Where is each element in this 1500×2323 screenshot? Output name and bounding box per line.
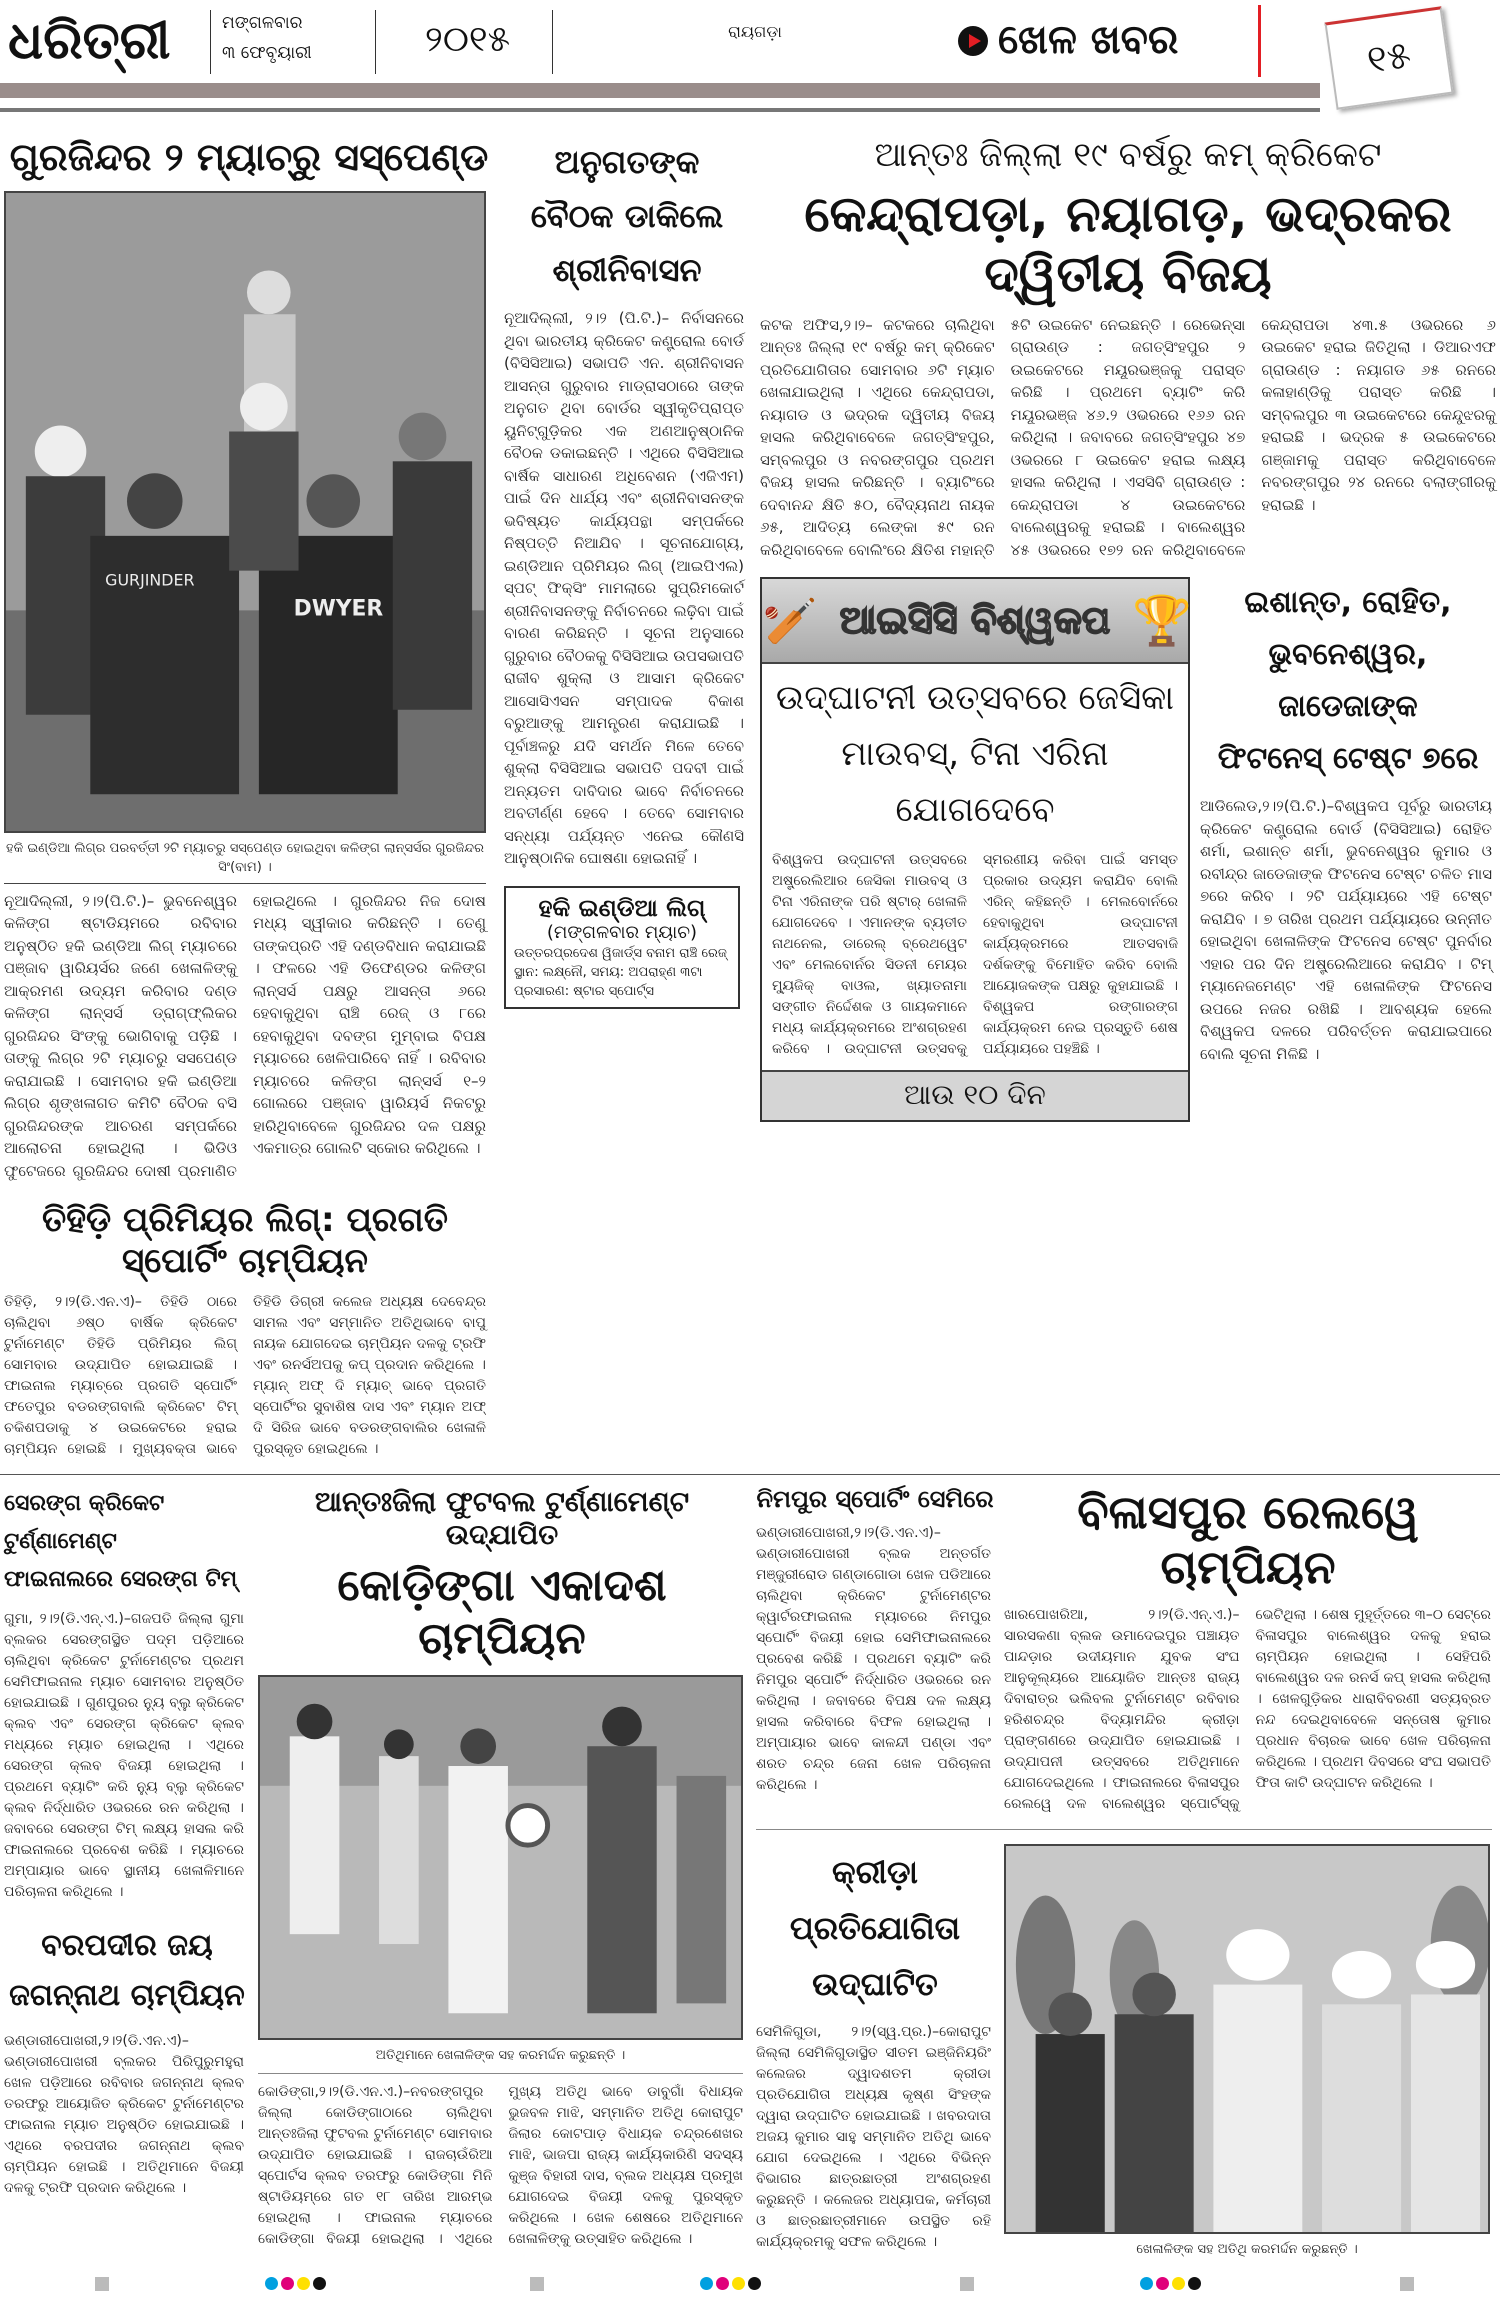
srinivasan-body: ନୂଆଦିଲ୍ଲୀ, ୨।୨ (ପି.ଟି.)– ନିର୍ବାସନରେ ଥିବା ଭାରତୀୟ କ୍ରିକେଟ କଣ୍ଟ୍ରୋଲ ବୋର୍ଡ (ବିସିସିଆଇ) ସଭାପତି ଏନ. ଶ୍ରୀନିବାସନ ଆସନ୍ତା ଗୁରୁବାର ମାଡ୍ରାସଠାରେ ତାଙ୍କ ଅନୁଗତ ଥିବା ବୋର୍ଡର ସ୍ୱୀକୃତିପ୍ରାପ୍ତ ୟୁନିଟ୍‌ଗୁଡ଼ିକର ଏକ ଅଣଆନୁଷ୍ଠାନିକ ବୈଠକ ଡକାଇଛନ୍ତି । ଏଥିରେ ବିସିସିଆଇ ବାର୍ଷିକ ସାଧାରଣ ଅଧିବେଶନ (ଏଜିଏମ) ପାଇଁ ଦିନ ଧାର୍ଯ୍ୟ ଏବଂ ଶ୍ରୀନିବାସନଙ୍କ ଭବିଷ୍ୟତ କାର୍ଯ୍ୟପନ୍ଥା ସମ୍ପର୍କରେ ନିଷ୍ପତ୍ତି ନିଆଯିବ । ସୂଚନାଯୋଗ୍ୟ, ଇଣ୍ଡିଆନ ପ୍ରିମିୟର ଲିଗ୍ (ଆଇପିଏଲ) ସ୍ପଟ୍ ଫିକ୍ସିଂ ମାମଲାରେ ସୁପ୍ରିମକୋର୍ଟ ଶ୍ରୀନିବାସନଙ୍କୁ ନିର୍ବାଚନରେ ଲଢ଼ିବା ପାଇଁ ବାରଣ କରିଛନ୍ତି । ସୂଚନା ଅନୁସାରେ ଗୁରୁବାର ବୈଠକକୁ ବିସିସିଆଇ ଉପସଭାପତି ରାଜୀବ ଶୁକ୍ଲା ଓ ଆସାମ କ୍ରିକେଟ ଆସୋସିଏସନ ସମ୍ପାଦକ ବିକାଶ ବରୁଆଙ୍କୁ ଆମନ୍ତ୍ରଣ କରାଯାଇଛି । ପୂର୍ବାଞ୍ଚଳରୁ ଯଦି ସମର୍ଥନ ମିଳେ ତେବେ ଶୁକ୍ଲା ବିସିସିଆଇ ସଭାପତି ପଦବୀ ପାଇଁ ଅନ୍ୟତମ ଦାବିଦାର ଭାବେ ନିର୍ବାଚନରେ ଅବତୀର୍ଣ୍ଣ ହେବେ । ତେବେ ସୋମବାର ସନ୍ଧ୍ୟା ପର୍ଯ୍ୟନ୍ତ ଏନେଇ କୌଣସି ଆନୁଷ୍ଠାନିକ ଘୋଷଣା ହୋଇନାହିଁ । — [504, 309, 744, 867]
bottom-left-column — [4, 1485, 250, 2199]
icc-body: ବିଶ୍ୱକପ ଉଦ୍‌ଘାଟନୀ ଉତ୍ସବରେ ଅଷ୍ଟ୍ରେଲିଆର ଜେସିକା ମାଉବସ୍ ଓ ଟିନା ଏରିନାଙ୍କ ପରି ଷ୍ଟାର୍ ଖେଳାଳି ଯୋଗଦେବେ । ଏମାନଙ୍କ ବ୍ୟତୀତ ନାଥନେଲ, ଡାରେଲ୍ ବ୍ରେଥୱେଟ ଏବଂ ମେଲବୋର୍ନର ସିଡନୀ ମେୟର ମ୍ୟୁଜିକ୍ ବାଓଲ, ଖ୍ୟାତନାମା ସଙ୍ଗୀତ ନିର୍ଦ୍ଦେଶକ ଓ ଗାୟକମାନେ ମଧ୍ୟ କାର୍ଯ୍ୟକ୍ରମରେ ଅଂଶଗ୍ରହଣ କରିବେ । ଉଦ୍‌ଘାଟନୀ ଉତ୍ସବକୁ ସ୍ମରଣୀୟ କରିବା ପାଇଁ ସମସ୍ତ ପ୍ରକାର ଉଦ୍ୟମ କରାଯିବ ବୋଲି ଏରିନ୍ କହିଛନ୍ତି । ମେଲବୋର୍ନରେ ହେବାକୁଥିବା ଉଦ୍‌ଘାଟନୀ କାର୍ଯ୍ୟକ୍ରମରେ ଆତସବାଜି ଦର୍ଶକଙ୍କୁ ବିମୋହିତ କରିବ ବୋଲି ଆୟୋଜକଙ୍କ ପକ୍ଷରୁ କୁହାଯାଇଛି । ବିଶ୍ୱକପ ରଙ୍ଗାରଙ୍ଗ କାର୍ଯ୍ୟକ୍ରମ ନେଇ ପ୍ରସ୍ତୁତି ଶେଷ ପର୍ଯ୍ୟାୟରେ ପହଞ୍ଚିଛି । — [772, 852, 1178, 1058]
hockey-players-photo — [4, 191, 486, 833]
edition-name: ରାୟଗଡ଼ା — [728, 22, 782, 41]
bilaspur-article — [1004, 1485, 1492, 1815]
nimpur-article — [756, 1485, 994, 1797]
nimpur-headline: ନିମପୁର ସ୍ପୋର୍ଟିଂ ସେମିରେ — [756, 1484, 994, 1513]
bottom-section — [0, 1485, 1500, 2259]
hockey-box-title: ହକି ଇଣ୍ଡିଆ ଲିଗ୍ — [538, 893, 706, 922]
under19-body: କଟକ ଅଫିସ,୨।୨– କଟକରେ ଚାଲିଥିବା ଆନ୍ତଃ ଜିଲ୍ଲା ୧୯ ବର୍ଷରୁ କମ୍ କ୍ରିକେଟ ପ୍ରତିଯୋଗିତାର ସୋମବାର ୬ଟି ମ୍ୟାଚ ଖେଳାଯାଇଥିଲା । ଏଥିରେ କେନ୍ଦ୍ରାପଡା, ନୟାଗଡ ଓ ଭଦ୍ରକ ଦ୍ୱିତୀୟ ବିଜୟ ହାସଲ କରିଥିବାବେଳେ ଜଗତ୍‌ସିଂହପୁର, ସମ୍ବଲପୁର ଓ ନବରଙ୍ଗପୁର ପ୍ରଥମ ବିଜୟ ହାସଲ କରିଛନ୍ତି । ବ୍ୟାଟିଂରେ ଦେବାନନ୍ଦ କ୍ଷିତି ୫୦, ବୈଦ୍ୟନାଥ ନାୟକ ୬୫, ଆଦିତ୍ୟ ଲେଙ୍କା ୫୯ ରନ କରିଥିବାବେଳେ ବୋଲିଂରେ କ୍ଷିତିଶ ମହାନ୍ତି ୫ଟି ଉଇକେଟ ନେଇଛନ୍ତି । ରେଭେନ୍ସା ଗ୍ରାଉଣ୍ଡ : ଜଗତ୍‌ସିଂହପୁର ୨ ଉଇକେଟରେ ମୟୂରଭଞ୍ଜକୁ ପରାସ୍ତ କରିଛି । ପ୍ରଥମେ ବ୍ୟାଟିଂ କରି ମୟୂରଭଞ୍ଜ ୪୬.୨ ଓଭରରେ ୧୬୬ ରନ କରିଥିଲା । ଜବାବରେ ଜଗତ୍‌ସିଂହପୁର ୪୭ ଓଭରରେ ୮ ଉଇକେଟ ହରାଇ ଲକ୍ଷ୍ୟ ହାସଲ କରିଥିଲା । ଏସସିବି ଗ୍ରାଉଣ୍ଡ : କେନ୍ଦ୍ରାପଡା ୪ ଉଇକେଟରେ ବାଲେଶ୍ୱରକୁ ହରାଇଛି । ବାଲେଶ୍ୱର ୪୫ ଓଭରରେ ୧୭୨ ରନ କରିଥିବାବେଳେ କେନ୍ଦ୍ରାପଡା ୪୩.୫ ଓଭରରେ ୬ ଉଇକେଟ ହରାଇ ଜିତିଥିଲା । ଡିଆରଏଫ ଗ୍ରାଉଣ୍ଡ : ନୟାଗଡ ୬୫ ରନରେ କଳାହାଣ୍ଡିକୁ ପରାସ୍ତ କରିଛି । ସମ୍ବଲପୁର ୩ ଉଇକେଟରେ କେନ୍ଦୁଝରକୁ ହରାଇଛି । ଭଦ୍ରକ ୫ ଉଇକେଟରେ ଗଞ୍ଜାମକୁ ପରାସ୍ତ କରିଥିବାବେଳେ ନବରଙ୍ଗପୁର ୨୪ ରନରେ ବଲାଙ୍ଗୀରକୁ ହରାଇଛି । — [760, 315, 1496, 559]
gurjinder-caption: ହକି ଇଣ୍ଡିଆ ଲିଗ୍‌ର ପରବର୍ତ୍ତୀ ୨ଟି ମ୍ୟାଚରୁ ସସ୍‌ପେଣ୍ଡ ହୋଇଥିବା କଳିଙ୍ଗ ଲାନ୍ସର୍ସର ଗୁରଜିନ୍ଦର ସିଂ(ବାମ) । — [6, 840, 484, 875]
left-column — [4, 135, 494, 1460]
newspaper-logo: ଧରିତ୍ରୀ — [8, 10, 171, 71]
bottom-right-column — [756, 1485, 1492, 2259]
hockey-schedule-box — [504, 886, 740, 1009]
color-dots — [1140, 2277, 1201, 2290]
under19-headline: କେନ୍ଦ୍ରାପଡ଼ା, ନୟାଗଡ଼, ଭଦ୍ରକର ଦ୍ୱିତୀୟ ବିଜୟ — [804, 184, 1452, 303]
tihidi-body: ତିହିଡ଼ି, ୨।୨(ଡି.ଏନ.ଏ)– ତିହିଡି ଠାରେ ଚାଲିଥିବା ୬ଷ୍ଠ ବାର୍ଷିକ କ୍ରିକେଟ ଟୁର୍ନାମେଣ୍ଟ ତିହିଡି ପ୍ରିମିୟର ଲିଗ୍ ସୋମବାର ଉଦ୍‌ଯାପିତ ହୋଇଯାଇଛି । ଫାଇନାଲ ମ୍ୟାଚ୍‌ରେ ପ୍ରଗତି ସ୍ପୋର୍ଟିଂ ଫତେପୁର ବଡରଙ୍ଗବାଲି କ୍ରିକେଟ ଟିମ୍ ଚକିଶପଡାକୁ ୪ ଉଇକେଟରେ ହରାଇ ଚାମ୍ପିୟନ ହୋଇଛି । ମୁଖ୍ୟବକ୍ତା ଭାବେ ତିହିଡି ଡିଗ୍ରୀ କଲେଜ ଅଧ୍ୟକ୍ଷ ଦେବେନ୍ଦ୍ର ସାମଲ ଏବଂ ସମ୍ମାନିତ ଅତିଥିଭାବେ ବାପୁ ନାୟକ ଯୋଗଦେଇ ଚାମ୍ପିୟନ ଦଳକୁ ଟ୍ରଫି ଏବଂ ରନର୍ସଅପକୁ କପ୍ ପ୍ରଦାନ କରିଥିଲେ । ମ୍ୟାନ୍ ଅଫ୍ ଦି ମ୍ୟାଚ୍ ଭାବେ ପ୍ରଗତି ସ୍ପୋର୍ଟିଂର ସୁବାଶିଷ ଦାସ ଏବଂ ମ୍ୟାନ ଅଫ୍ ଦି ସିରିଜ ଭାବେ ବଡରଙ୍ଗବାଲିର ଖେଳାଳି ପୁରସ୍କୃତ ହୋଇଥିଲେ । — [4, 1293, 486, 1457]
right-column — [760, 135, 1496, 1122]
page-number-tab — [1324, 6, 1453, 110]
play-icon — [958, 26, 988, 56]
sports-meet-photo — [1004, 1844, 1490, 2234]
kreeda-caption: ଖେଳାଳିଙ୍କ ସହ ଅତିଥି କରମର୍ଦ୍ଦନ କରୁଛନ୍ତି । — [1136, 2242, 1358, 2258]
srinivasan-headline: ଅନୁଗତଙ୍କ ବୈଠକ ଡାକିଲେ ଶ୍ରୀନିବାସନ — [530, 143, 724, 289]
page-number: ୧୫ — [1364, 32, 1414, 82]
bilaspur-headline: ବିଳାସପୁର ରେଲୱେ ଚାମ୍ପିୟନ — [1077, 1484, 1419, 1594]
issue-date: ୩ ଫେବୃୟାରୀ — [222, 43, 312, 63]
kodinga-article — [258, 1485, 746, 2251]
jersey-text: DWYER — [293, 595, 384, 621]
gurjinder-headline: ଗୁରଜିନ୍ଦର ୨ ମ୍ୟାଚ୍‌ରୁ ସସ୍‌ପେଣ୍ଡ — [9, 135, 489, 179]
batsman-icon: 🏏 — [762, 595, 818, 647]
kreeda-photo-block — [1004, 1844, 1492, 2259]
print-registration-marks — [0, 2271, 1500, 2301]
issue-year: ୨୦୧୫ — [424, 19, 511, 60]
kreeda-body: ସେମିଳିଗୁଡା, ୨।୨(ସ୍ୱ.ପ୍ର.)–କୋରାପୁଟ ଜିଲ୍ଲା ସେମିଳିଗୁଡାସ୍ଥିତ ସୀତମ ଇଞ୍ଜିନିୟରିଂ କଲେଜର ଦ୍ୱାଦଶତମ କ୍ରୀଡା ପ୍ରତିଯୋଗିତା ଅଧ୍ୟକ୍ଷ କୃଷ୍ଣ ସିଂହଙ୍କ ଦ୍ୱାରା ଉଦ୍‌ଘାଟିତ ହୋଇଯାଇଛି । ଖବରଦାତା ଅଜୟ କୁମାର ସାହୁ ସମ୍ମାନିତ ଅତିଥି ଭାବେ ଯୋଗ ଦେଇଥିଲେ । ଏଥିରେ ବିଭିନ୍ନ ବିଭାଗର ଛାତ୍ରଛାତ୍ରୀ ଅଂଶଗ୍ରହଣ କରୁଛନ୍ତି । କଲେଜର ଅଧ୍ୟାପକ, କର୍ମଚାରୀ ଓ ଛାତ୍ରଛାତ୍ରୀମାନେ ଉପସ୍ଥିତ ରହି କାର୍ଯ୍ୟକ୍ରମକୁ ସଫଳ କରିଥିଲେ । — [756, 2024, 991, 2251]
gurjinder-body: ନୂଆଦିଲ୍ଲୀ, ୨।୨(ପି.ଟି.)– ଭୁବନେଶ୍ୱର କଳିଙ୍ଗ ଷ୍ଟାଡିୟମରେ ରବିବାର ଅନୁଷ୍ଠିତ ହକି ଇଣ୍ଡିଆ ଲିଗ୍ ମ୍ୟାଚରେ ପଞ୍ଜାବ ୱାରିୟର୍ସର ଜଣେ ଖେଳାଳିଙ୍କୁ ଆକ୍ରମଣ ଉଦ୍ୟମ କରିବାର ଦଣ୍ଡ କଳିଙ୍ଗ ଲାନ୍ସର୍ସ ଡ୍ରାଗ୍‌ଫ୍ଲିକର ଗୁରଜିନ୍ଦର ସିଂଙ୍କୁ ଭୋଗିବାକୁ ପଡ଼ିଛି । ତାଙ୍କୁ ଲିଗ୍‌ର ୨ଟି ମ୍ୟାଚରୁ ସସପେଣ୍ଡ କରାଯାଇଛି । ସୋମବାର ହକି ଇଣ୍ଡିଆ ଲିଗ୍‌ର ଶୃଙ୍ଖଳାଗତ କମିଟି ବୈଠକ ବସି ଗୁରଜିନ୍ଦରଙ୍କ ଆଚରଣ ସମ୍ପର୍କରେ ଆଲୋଚନା ହୋଇଥିଲା । ଭିଡିଓ ଫୁଟେଜରେ ଗୁରଜିନ୍ଦର ଦୋଷୀ ପ୍ରମାଣିତ ହୋଇଥିଲେ । ଗୁରଜିନ୍ଦର ନିଜ ଦୋଷ ମଧ୍ୟ ସ୍ୱୀକାର କରିଛନ୍ତି । ତେଣୁ ତାଙ୍କପ୍ରତି ଏହି ଦଣ୍ଡବିଧାନ କରାଯାଇଛି । ଫଳରେ ଏହି ଡିଫେଣ୍ଡର କଳିଙ୍ଗ ଲାନ୍ସର୍ସ ପକ୍ଷରୁ ଆସନ୍ତା ୬ରେ ହେବାକୁଥିବା ରାଞ୍ଚି ରେଜ୍ ଓ ୮ରେ ହେବାକୁଥିବା ଦବଙ୍ଗ ମୁମ୍ବାଇ ବିପକ୍ଷ ମ୍ୟାଚରେ ଖେଳିପାରିବେ ନାହିଁ । ରବିବାର ମ୍ୟାଚରେ କଳିଙ୍ଗ ଲାନ୍ସର୍ସ ୧–୨ ଗୋଲରେ ପଞ୍ଜାବ ୱାରିୟର୍ସ ନିକଟରୁ ହାରିଥିବାବେଳେ ଗୁରଜିନ୍ଦର ଦଳ ପକ୍ଷରୁ ଏକମାତ୍ର ଗୋଲଟି ସ୍କୋର କରିଥିଲେ । — [4, 891, 486, 1180]
hockey-venue-time: ସ୍ଥାନ: ଲକ୍ଷ୍ନୌ, ସମୟ: ଅପରାହ୍ଣ ୩ଟା — [514, 964, 703, 980]
fitness-body: ଆଡିଲେଡ,୨।୨(ପି.ଟି.)–ବିଶ୍ୱକପ ପୂର୍ବରୁ ଭାରତୀୟ କ୍ରିକେଟ କଣ୍ଟ୍ରୋଲ ବୋର୍ଡ (ବିସିସିଆଇ) ରୋହିତ ଶର୍ମା, ଇଶାନ୍ତ ଶର୍ମା, ଭୁବନେଶ୍ୱର କୁମାର ଓ ରବୀନ୍ଦ୍ର ଜାଡେଜାଙ୍କ ଫିଟନେସ ଟେଷ୍ଟ ଚଳିତ ମାସ ୭ରେ କରିବ । ୨ଟି ପର୍ଯ୍ୟାୟରେ ଏହି ଟେଷ୍ଟ କରାଯିବ । ୭ ତାରିଖ ପ୍ରଥମ ପର୍ଯ୍ୟାୟରେ ଉନ୍ନୀତ ହୋଇଥିବା ଖେଳାଳିଙ୍କ ଫିଟନେସ ଟେଷ୍ଟ ପୁନର୍ବାର ଏହାର ପର ଦିନ ଅଷ୍ଟ୍ରେଲିଆରେ କରାଯିବ । ଟିମ୍ ମ୍ୟାନେଜମେଣ୍ଟ ଏହି ଖେଳାଳିଙ୍କ ଫିଟନେସ ଉପରେ ନଜର ରଖିଛି । ଆବଶ୍ୟକ ହେଲେ ବିଶ୍ୱକପ ଦଳରେ ପରିବର୍ତ୍ତନ କରାଯାଇପାରେ ବୋଲି ସୂଚନା ମିଳିଛି । — [1200, 797, 1492, 1063]
section-title: ଖେଳ ଖବର — [998, 17, 1179, 63]
under19-kicker: ଆନ୍ତଃ ଜିଲ୍ଲା ୧୯ ବର୍ଷରୁ କମ୍ କ୍ରିକେଟ — [874, 135, 1382, 175]
serang-headline: ସେରଙ୍ଗ କ୍ରିକେଟ ଟୁର୍ଣ୍ଣାମେଣ୍ଟ ଫାଇନାଲରେ ସେରଙ୍ଗ ଟିମ୍ — [4, 1490, 238, 1592]
fitness-article — [1200, 577, 1496, 1065]
masthead-bar — [0, 83, 1320, 98]
masthead — [0, 0, 1500, 125]
kodinga-body: କୋଡିଙ୍ଗା,୨।୨(ଡି.ଏନ.ଏ.)–ନବରଙ୍ଗପୁର ଜିଲ୍ଲା କୋଡିଙ୍ଗାଠାରେ ଚାଲିଥିବା ଆନ୍ତଃଜିଲା ଫୁଟବଲ ଟୁର୍ନାମେଣ୍ଟ ସୋମବାର ଉଦ୍‌ଯାପିତ ହୋଇଯାଇଛି । ରାଜଚାଉଁରିଆ ସ୍ପୋର୍ଟସ କ୍ଲବ ତରଫରୁ କୋଡିଙ୍ଗା ମିନି ଷ୍ଟାଡିୟମ୍‌ରେ ଗତ ୧୮ ତାରିଖ ଆରମ୍ଭ ହୋଇଥିଲା । ଫାଇନାଲ ମ୍ୟାଚରେ କୋଡିଙ୍ଗା ବିଜୟୀ ହୋଇଥିଲା । ଏଥିରେ ମୁଖ୍ୟ ଅତିଥି ଭାବେ ଡାବୁଗାଁ ବିଧାୟକ ଭୁଜବଳ ମାଝି, ସମ୍ମାନିତ ଅତିଥି କୋରାପୁଟ ଜିଲାର କୋଟପାଡ଼ ବିଧାୟକ ଚନ୍ଦ୍ରଶେଖର ମାଝି, ଭାଜପା ରାଜ୍ୟ କାର୍ଯ୍ୟକାରିଣି ସଦସ୍ୟ କୁଞ୍ଜ ବିହାରୀ ଦାସ, ବ୍ଲକ ଅଧ୍ୟକ୍ଷ ପ୍ରମୁଖ ଯୋଗଦେଇ ବିଜୟୀ ଦଳକୁ ପୁରସ୍କୃତ କରିଥିଲେ । ଖେଳ ଶେଷରେ ଅତିଥିମାନେ ଖେଳାଳିଙ୍କୁ ଉତ୍ସାହିତ କରିଥିଲେ । — [258, 2084, 743, 2248]
color-dots — [265, 2277, 326, 2290]
icc-headline: ଉଦ୍‌ଘାଟନୀ ଉତ୍ସବରେ ଜେସିକା ମାଉବସ୍, ଟିନା ଏରିନା ଯୋଗଦେବେ — [775, 678, 1175, 831]
jersey-text: GURJINDER — [105, 570, 195, 590]
icc-banner-title: ଆଇସିସି ବିଶ୍ୱକପ — [839, 598, 1111, 642]
barapadi-headline: ବରପଦୀର ଜୟ ଜଗନ୍ନାଥ ଚାମ୍ପିୟନ — [9, 1927, 245, 2013]
issue-day: ମଙ୍ଗଳବାର — [222, 13, 303, 33]
bilaspur-body: ଖାରପୋଖରିଆ, ୨।୨(ଡି.ଏନ୍.ଏ.)–ସାରସକଣା ବ୍ଲକ ଉମାଦେଇପୁର ପଞ୍ଚାୟତ ପାନ୍ଦଡ଼ାର ଉଦୀୟମାନ ଯୁବକ ସଂଘ ଆନୁକୂଲ୍ୟରେ ଆୟୋଜିତ ଆନ୍ତଃ ରାଜ୍ୟ ଦିବାରାତ୍ର ଭଲିବଲ ଟୁର୍ନାମେଣ୍ଟ ରବିବାର ହରିଶଚନ୍ଦ୍ର ବିଦ୍ୟାମନ୍ଦିର କ୍ରୀଡ଼ା ପ୍ରାଙ୍ଗଣରେ ଉଦ୍‌ଯାପିତ ହୋଇଯାଇଛି । ଉଦ୍‌ଯାପନୀ ଉତ୍ସବରେ ଅତିଥିମାନେ ଯୋଗଦେଇଥିଲେ । ଫାଇନାଲରେ ବିଳାସପୁର ରେଲୱେ ଦଳ ବାଲେଶ୍ୱର ସ୍ପୋର୍ଟସ୍‌କୁ ଭେଟିଥିଲା । ଶେଷ ମୁହୂର୍ତ୍ତରେ ୩–୦ ସେଟ୍‌ରେ ବିଳାସପୁର ବାଲେଶ୍ୱର ଦଳକୁ ହରାଇ ଚାମ୍ପିୟନ ହୋଇଥିଲା । ସେହିପରି ବାଲେଶ୍ୱର ଦଳ ରନର୍ସ କପ୍ ହାସଲ କରିଥିଲା । ଖେଳଗୁଡ଼ିକର ଧାରାବିବରଣୀ ସତ୍ୟବ୍ରତ ନନ୍ଦ ଦେଇଥିବାବେଳେ ସନ୍ତୋଷ କୁମାର ପ୍ରଧାନ ବିଚାରକ ଭାବେ ଖେଳ ପରିଚାଳନା କରିଥିଲେ । ପ୍ରଥମ ଦିବସରେ ସଂଘ ସଭାପତି ଫିତା କାଟି ଉଦ୍‌ଘାଟନ କରିଥିଲେ । — [1004, 1607, 1491, 1813]
kreeda-article — [756, 1844, 994, 2253]
nimpur-body: ଭଣ୍ଡାରୀପୋଖରୀ,୨।୨(ଡି.ଏନ.ଏ)– ଭଣ୍ଡାରୀପୋଖରୀ ବ୍ଲକ ଅନ୍ତର୍ଗତ ମଞ୍ଜୁରୀରୋଡ ଗଣ୍ଡାଗୋଡା ଖେଳ ପଡିଆରେ ଚାଲିଥିବା କ୍ରିକେଟ ଟୁର୍ନାମେଣ୍ଟର କ୍ୱାର୍ଟରଫାଇନାଲ ମ୍ୟାଚରେ ନିମପୁର ସ୍ପୋର୍ଟିଂ ବିଜୟୀ ହୋଇ ସେମିଫାଇନାଲରେ ପ୍ରବେଶ କରିଛି । ପ୍ରଥମେ ବ୍ୟାଟିଂ କରି ନିମପୁର ସ୍ପୋର୍ଟିଂ ନିର୍ଦ୍ଧାରିତ ଓଭରରେ ରନ କରିଥିଲା । ଜବାବରେ ବିପକ୍ଷ ଦଳ ଲକ୍ଷ୍ୟ ହାସଲ କରିବାରେ ବିଫଳ ହୋଇଥିଲା । ଅମ୍ପାୟାର ଭାବେ କାଳନ୍ଦୀ ପଣ୍ଡା ଏବଂ ଶରତ ଚନ୍ଦ୍ର ଜେନା ଖେଳ ପରିଚାଳନା କରିଥିଲେ । — [756, 1525, 991, 1794]
kodinga-kicker: ଆନ୍ତଃଜିଲା ଫୁଟବଲ ଟୁର୍ଣ୍ଣାମେଣ୍ଟ ଉଦ୍‌ଯାପିତ — [314, 1484, 690, 1552]
fitness-headline: ଇଶାନ୍ତ, ରୋହିତ, ଭୁବନେଶ୍ୱର, ଜାଡେଜାଙ୍କ ଫିଟନେସ୍ ଟେଷ୍ଟ ୭ରେ — [1217, 585, 1479, 777]
football-handshake-photo — [258, 1675, 743, 2040]
icc-banner — [762, 579, 1192, 664]
serang-body: ଗୁମା, ୨।୨(ଡି.ଏନ୍.ଏ.)–ଗଜପତି ଜିଲ୍ଲା ଗୁମା ବ୍ଲକର ସେରଙ୍ଗସ୍ଥିତ ପଦ୍ମ ପଡ଼ିଆରେ ଚାଲିଥିବା କ୍ରିକେଟ ଟୁର୍ନାମେଣ୍ଟର ପ୍ରଥମ ସେମିଫାଇନାଲ ମ୍ୟାଚ ସୋମବାର ଅନୁଷ୍ଠିତ ହୋଇଯାଇଛି । ଗୁଣପୁରର ନ୍ୟୁ ବ୍ଲୁ କ୍ରିକେଟ କ୍ଲବ ଏବଂ ସେରଙ୍ଗ କ୍ରିକେଟ କ୍ଲବ ମଧ୍ୟରେ ମ୍ୟାଚ ହୋଇଥିଲା । ଏଥିରେ ସେରଙ୍ଗ କ୍ଲବ ବିଜୟୀ ହୋଇଥିଲା । ପ୍ରଥମେ ବ୍ୟାଟିଂ କରି ନ୍ୟୁ ବ୍ଲୁ କ୍ରିକେଟ କ୍ଲବ ନିର୍ଦ୍ଧାରିତ ଓଭରରେ ରନ କରିଥିଲା । ଜବାବରେ ସେରଙ୍ଗ ଟିମ୍ ଲକ୍ଷ୍ୟ ହାସଲ କରି ଫାଇନାଲରେ ପ୍ରବେଶ କରିଛି । ମ୍ୟାଚରେ ଅମ୍ପାୟାର ଭାବେ ସ୍ଥାନୀୟ ଖେଳାଳିମାନେ ପରିଚାଳନା କରିଥିଲେ । — [4, 1610, 244, 1900]
trophy-icon: 🏆 — [1132, 593, 1192, 650]
kodinga-headline: କୋଡ଼ିଙ୍ଗା ଏକାଦଶ ଚାମ୍ପିୟନ — [337, 1559, 667, 1664]
color-dots — [700, 2277, 761, 2290]
hockey-broadcast: ପ୍ରସାରଣ: ଷ୍ଟାର ସ୍ପୋର୍ଟ୍ସ — [514, 983, 654, 999]
kodinga-caption: ଅତିଥିମାନେ ଖେଳାଳିଙ୍କ ସହ କରମର୍ଦ୍ଦନ କରୁଛନ୍ତି । — [375, 2048, 626, 2064]
tihidi-headline: ତିହିଡ଼ି ପ୍ରିମିୟର ଲିଗ୍: ପ୍ରଗତି ସ୍ପୋର୍ଟିଂ ଚାମ୍ପିୟନ — [41, 1200, 449, 1281]
icc-worldcup-box — [760, 577, 1190, 1122]
countdown-banner: ଆଉ ୧୦ ଦିନ — [762, 1070, 1188, 1120]
middle-column — [504, 135, 750, 1009]
top-section — [0, 125, 1500, 1460]
kreeda-headline: କ୍ରୀଡ଼ା ପ୍ରତିଯୋଗିତା ଉଦ୍‌ଘାଟିତ — [789, 1853, 961, 2004]
barapadi-body: ଭଣ୍ଡାରୀପୋଖରୀ,୨।୨(ଡି.ଏନ.ଏ)– ଭଣ୍ଡାରୀପୋଖରୀ ବ୍ଲକର ପିରିପୁରୁମହୁରା ଖେଳ ପଡ଼ିଆରେ ରବିବାର ଜଗନ୍ନାଥ କ୍ଲବ ତରଫରୁ ଆୟୋଜିତ କ୍ରିକେଟ ଟୁର୍ନାମେଣ୍ଟର ଫାଇନାଲ ମ୍ୟାଚ ଅନୁଷ୍ଠିତ ହୋଇଯାଇଛି । ଏଥିରେ ବରପଦୀର ଜଗନ୍ନାଥ କ୍ଲବ ଚାମ୍ପିୟନ ହୋଇଛି । ଅତିଥିମାନେ ବିଜୟୀ ଦଳକୁ ଟ୍ରଫି ପ୍ରଦାନ କରିଥିଲେ । — [4, 2032, 244, 2196]
hockey-box-subtitle: (ମଙ୍ଗଳବାର ମ୍ୟାଚ) — [546, 922, 698, 944]
hockey-match: ଉତ୍ତରପ୍ରଦେଶ ୱିଜାର୍ଡ୍ସ ବନାମ ରାଞ୍ଚି ରେଜ୍ — [514, 945, 727, 961]
